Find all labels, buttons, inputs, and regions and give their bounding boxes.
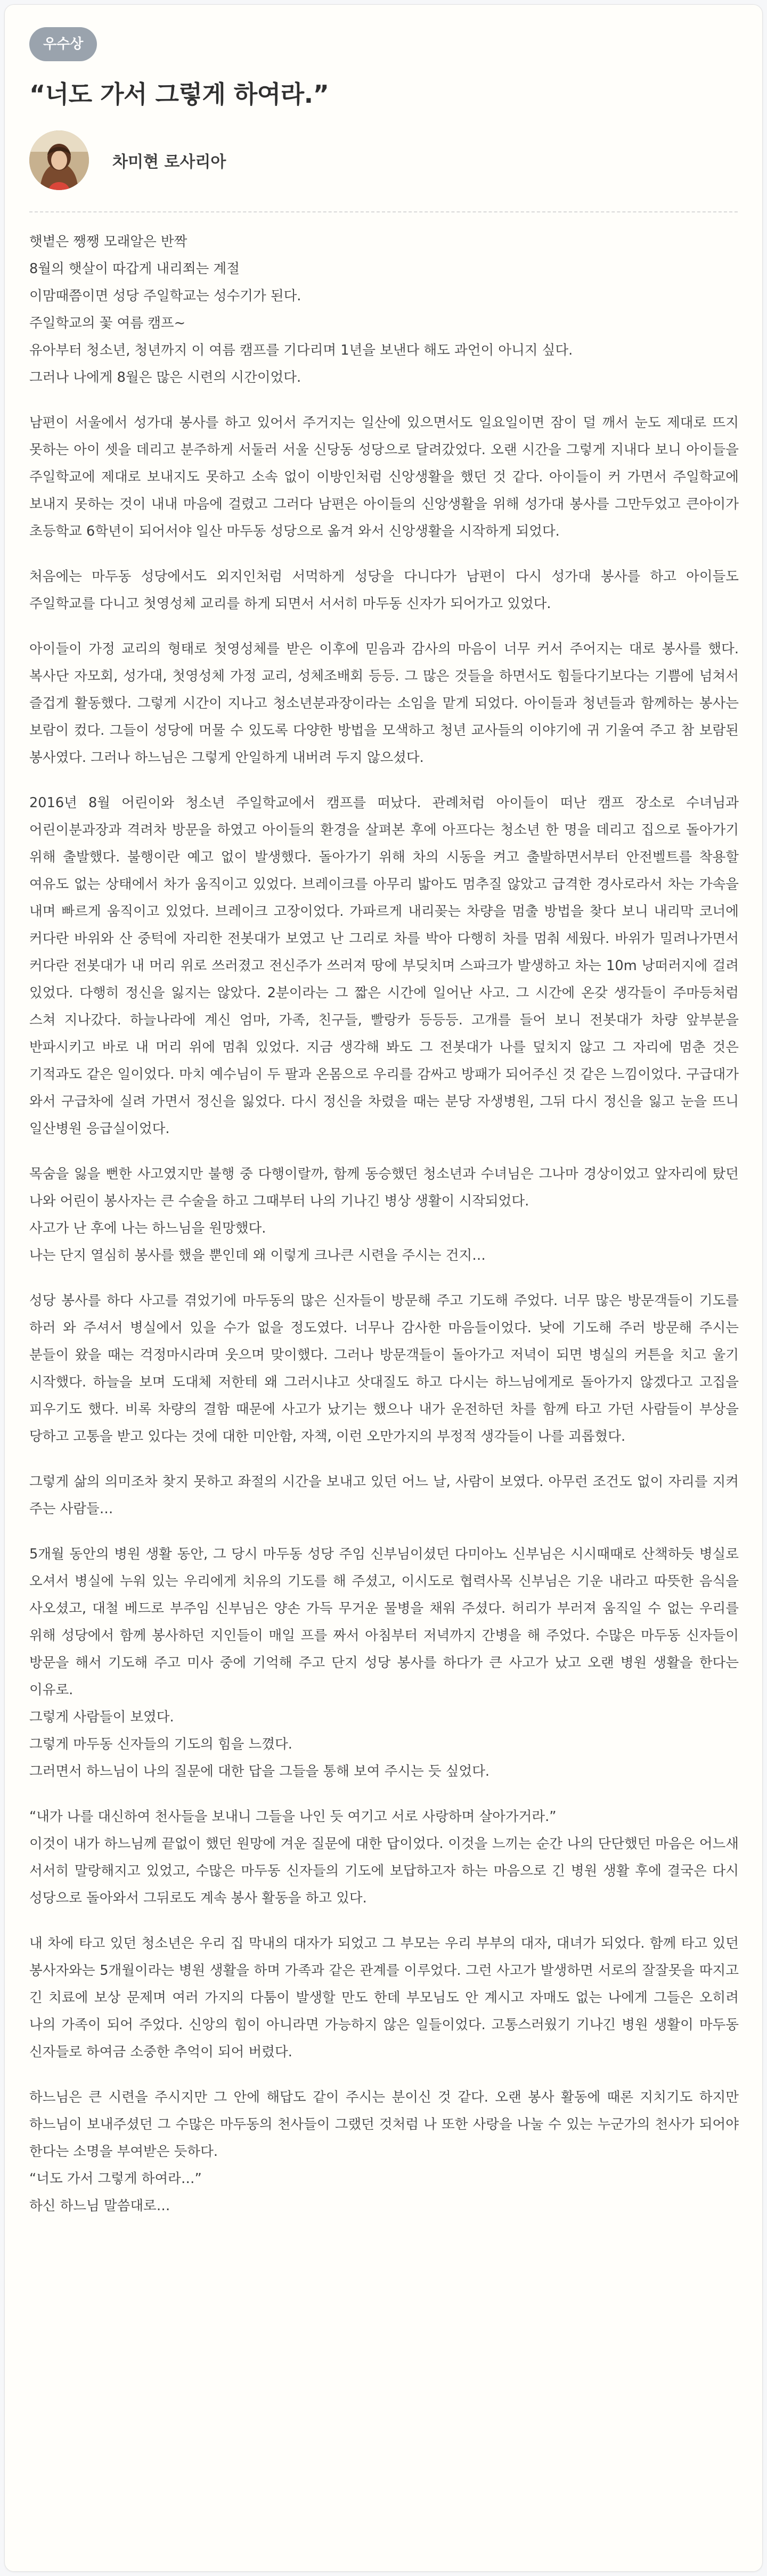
body-paragraph [29,1161,739,1269]
post-card [4,4,763,2572]
body-line: 목숨을 잃을 뻔한 사고였지만 불행 중 다행이랄까, 함께 동승했던 청소년과 수녀님은 그나마 경상이었고 앞자리에 탔던 나와 어린이 봉사자는 큰 수술을 하고 그때부터 나의 기나긴 병상 생활이 시작되었다. [29,1166,739,1209]
body-line: 사고가 난 후에 나는 하느님을 원망했다. [29,1220,266,1236]
body-line: 그러면서 하느님이 나의 질문에 대한 답을 그들을 통해 보여 주시는 듯 싶었다. [29,1763,490,1779]
body-line: 하신 하느님 말씀대로… [29,2198,170,2214]
post-title: “너도 가서 그렇게 하여라.” [29,80,329,109]
body-line: 주일학교의 꽃 여름 캠프~ [29,315,186,331]
body-paragraph [29,2084,739,2220]
body-paragraph: 2016년 8월 어린이와 청소년 주일학교에서 캠프를 떠났다. 관례처럼 아이들이 떠난 캠프 장소로 수녀님과 어린이분과장과 격려차 방문을 하였고 아이들의 환경을 살펴본 후에 아프다는 청소년 한 명을 데리고 집으로 돌아가기 위해 출발했다. 불행이란 예고 없이 발생했다. 돌아가기 위해 차의 시동을 켜고 출발하면서부터 안전벨트를 착용할 여유도 없는 상태에서 차가 움직이고 있었다. 브레이크를 아무리 밟아도 멈추질 않았고 급격한 경사로라서 차는 가속을 내며 빠르게 움직이고 있었다. 브레이크 고장이었다. 가파르게 내리꽂는 차량을 멈출 방법을 찾다 보니 내리막 코너에 커다란 바위와 산 중턱에 자리한 전봇대가 보였고 난 그리로 차를 박아 다행히 차를 멈춰 세웠다. 바위가 밀려나가면서 커다란 전봇대가 내 머리 위로 쓰러졌고 전신주가 쓰러져 땅에 부딪치며 스파크가 발생하고 차는 10m 낭떠러지에 걸려 있었다. 다행히 정신을 잃지는 않았다. 2분이라는 그 짧은 시간에 일어난 사고. 그 시간에 온갖 생각들이 주마등처럼 스쳐 지나갔다. 하늘나라에 계신 엄마, 가족, 친구들, 빨랑카 등등등. 고개를 들어 보니 전봇대가 차량 앞부분을 반파시키고 바로 내 머리 위에 멈춰 있었다. 지금 생각해 봐도 그 전봇대가 나를 덮치지 않고 그 자리에 멈춘 것은 기적과도 같은 일이었다. 마치 예수님이 두 팔과 온몸으로 우리를 감싸고 방패가 되어주신 것 같은 느낌이었다. 구급대가 와서 구급차에 실려 가면서 정신을 잃었다. 다시 정신을 차렸을 때는 분당 자생병원, 그뒤 다시 정신을 잃고 눈을 뜨니 일산병원 응급실이었다. [29,795,739,1137]
body-paragraph: 아이들이 가정 교리의 형태로 첫영성체를 받은 이후에 믿음과 감사의 마음이 너무 커서 주어지는 대로 봉사를 했다. 복사단 자모회, 성가대, 첫영성체 가정 교리, 성체조배회 등등. 그 많은 것들을 하면서도 힘들다기보다는 기쁨에 넘쳐서 즐겁게 활동했다. 그렇게 시간이 지나고 청소년분과장이라는 소임을 맡게 되었다. 아이들과 청년들과 함께하는 봉사는 보람이 컸다. 그들이 성당에 머물 수 있도록 다양한 방법을 모색하고 청년 교사들의 이야기에 귀 기울여 주고 참 보람된 봉사였다. 그러나 하느님은 그렇게 안일하게 내버려 두지 않으셨다. [29,641,739,766]
body-line: 그렇게 마두동 신자들의 기도의 힘을 느꼈다. [29,1736,292,1752]
body-paragraph [29,228,739,391]
body-line: “너도 가서 그렇게 하여라…” [29,2171,202,2187]
body-line: 유아부터 청소년, 청년까지 이 여름 캠프를 기다리며 1년을 보낸다 해도 과언이 아니지 싶다. [29,342,573,358]
body-line: “내가 나를 대신하여 천사들을 보내니 그들을 나인 듯 여기고 서로 사랑하며 살아가거라.” [29,1809,557,1825]
body-paragraph: 내 차에 타고 있던 청소년은 우리 집 막내의 대자가 되었고 그 부모는 우리 부부의 대자, 대녀가 되었다. 함께 타고 있던 봉사자와는 5개월이라는 병원 생활을 하며 가족과 같은 관계를 이루었다. 그런 사고가 발생하면 서로의 잘잘못을 따지고 긴 치료에 보상 문제며 여러 가지의 다툼이 발생할 만도 한데 부모님도 안 계시고 자매도 없는 나에게 그들은 오히려 나의 가족이 되어 주었다. 신앙의 힘이 아니라면 가능하지 않은 일들이었다. 고통스러웠기 기나긴 병원 생활이 마두동 신자들로 하여금 소중한 추억이 되어 버렸다. [29,1935,739,2060]
body-paragraph: 그렇게 삶의 의미조차 찾지 못하고 좌절의 시간을 보내고 있던 어느 날, 사람이 보였다. 아무런 조건도 없이 자리를 지켜 주는 사람들… [29,1474,739,1517]
body-line: 그러나 나에게 8월은 많은 시련의 시간이었다. [29,370,301,385]
body-paragraph: 처음에는 마두동 성당에서도 외지인처럼 서먹하게 성당을 다니다가 남편이 다시 성가대 봉사를 하고 아이들도 주일학교를 다니고 첫영성체 교리를 하게 되면서 서서히 마두동 신자가 되어가고 있었다. [29,569,739,612]
body-line: 그렇게 사람들이 보였다. [29,1709,174,1725]
body-line: 8월의 햇살이 따갑게 내리쬐는 계절 [29,261,240,277]
body-line: 이맘때쯤이면 성당 주일학교는 성수기가 된다. [29,288,301,304]
body-line: 나는 단지 열심히 봉사를 했을 뿐인데 왜 이렇게 크나큰 시련을 주시는 건지… [29,1248,486,1264]
body-line: 5개월 동안의 병원 생활 동안, 그 당시 마두동 성당 주임 신부님이셨던 다미아노 신부님은 시시때때로 산책하듯 병실로 오셔서 병실에 누워 있는 우리에게 치유의 기도를 해 주셨고, 이시도로 협력사목 신부님은 기운 내라고 따뜻한 음식을 사오셨고, 대철 베드로 부주임 신부님은 양손 가득 무거운 물병을 채워 주셨다. 허리가 부러져 움직일 수 없는 우리를 위해 성당에서 함께 봉사하던 지인들이 매일 프를 짜서 아침부터 저녁까지 간병을 해 주었다. 수많은 마두동 신자들이 방문을 해서 기도해 주고 미사 중에 기억해 주고 단지 성당 봉사를 하다가 큰 사고가 났고 오랜 병원 생활을 한다는 이유로. [29,1546,739,1698]
body-paragraph [29,1541,739,1785]
body-paragraph: 남편이 서울에서 성가대 봉사를 하고 있어서 주거지는 일산에 있으면서도 일요일이면 잠이 덜 깨서 눈도 제대로 뜨지 못하는 아이 셋을 데리고 분주하게 서둘러 서울 신당동 성당으로 달려갔었다. 오랜 시간을 그렇게 지내다 보니 아이들을 주일학교에 제대로 보내지도 못하고 소속 없이 이방인처럼 신앙생활을 했던 것 같다. 아이들이 커 가면서 주일학교에 보내지 못하는 것이 내내 마음에 걸렸고 그러다 남편은 아이들의 신앙생활을 위해 성가대 봉사를 그만두었고 큰아이가 초등학교 6학년이 되어서야 일산 마두동 성당으로 옮겨 와서 신앙생활을 시작하게 되었다. [29,415,739,539]
body-paragraph: 성당 봉사를 하다 사고를 겪었기에 마두동의 많은 신자들이 방문해 주고 기도해 주었다. 너무 많은 방문객들이 기도를 하러 와 주셔서 병실에서 있을 수가 없을 정도였다. 너무나 감사한 마음들이었다. 낮에 기도해 주러 방문해 주시는 분들이 왔을 때는 걱정마시라며 웃으며 맞이했다. 그러나 방문객들이 돌아가고 저녁이 되면 병실의 커튼을 치고 울기 시작했다. 하늘을 보며 도대체 저한테 왜 그러시냐고 삿대질도 하고 다시는 하느님에게로 돌아가지 않겠다고 고집을 피우기도 했다. 비록 차량의 결함 때문에 사고가 났기는 했으나 내가 운전하던 차를 함께 타고 가던 사람들이 부상을 당하고 고통을 받고 있다는 것에 대한 미안함, 자책, 이런 오만가지의 부정적 생각들이 나를 괴롭혔다. [29,1293,739,1445]
author-avatar[interactable] [29,130,89,190]
body-line: 하느님은 큰 시련을 주시지만 그 안에 해답도 같이 주시는 분이신 것 같다. 오랜 봉사 활동에 때론 지치기도 하지만 하느님이 보내주셨던 그 수많은 마두동의 천사들이 그랬던 것처럼 나 또한 사랑을 나눌 수 있는 누군가의 천사가 되어야 한다는 소명을 부여받은 듯하다. [29,2089,739,2160]
body-line: 이것이 내가 하느님께 끝없이 했던 원망에 겨운 질문에 대한 답이었다. 이것을 느끼는 순간 나의 단단했던 마음은 어느새 서서히 말랑해지고 있었고, 수많은 마두동 신자들의 기도에 보답하고자 하는 마음으로 긴 병원 생활 후에 결국은 다시 성당으로 돌아와서 그뒤로도 계속 봉사 활동을 하고 있다. [29,1836,739,1906]
post-body [29,228,739,2238]
avatar-photo-icon [29,130,89,190]
body-paragraph [29,1803,739,1912]
author-name[interactable]: 차미현 로사리아 [112,153,226,171]
header-divider [29,211,738,212]
body-line: 햇볕은 쨍쨍 모래알은 반짝 [29,234,187,250]
award-badge: 우수상 [29,27,97,61]
author-block [29,130,226,190]
